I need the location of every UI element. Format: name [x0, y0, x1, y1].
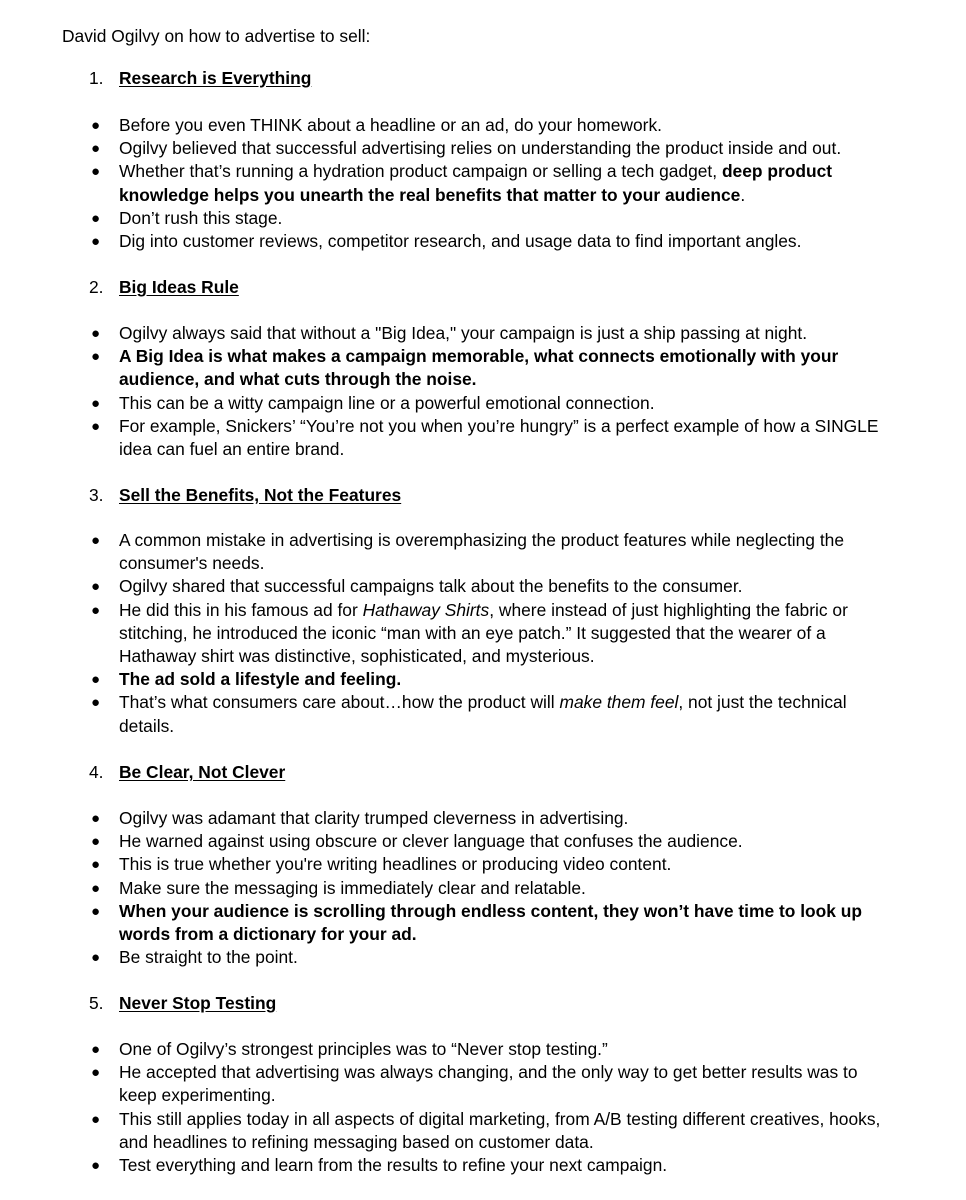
- bullet-icon: ●: [91, 1157, 101, 1175]
- bullet-icon: ●: [91, 879, 101, 897]
- bullet-icon: ●: [91, 902, 101, 920]
- bullet-icon: ●: [91, 233, 101, 251]
- bullet-icon: ●: [91, 1041, 101, 1058]
- list-item: ● He did this in his famous ad for Hathaway Shirts, where instead of just highlighting the fabric or stitching, he introduced the iconic “man with an eye patch.” It suggested that the wearer of a Hathaway shirt was distinctive, sophisticated, and mysterious.: [91, 599, 848, 667]
- section-heading: [89, 761, 285, 784]
- list-item: ● Be straight to the point.: [119, 946, 899, 969]
- list-item: ● A common mistake in advertising is overemphasizing the product features while neglecting the consumer's needs.: [91, 530, 844, 574]
- list-item: ● One of Ogilvy’s strongest principles was to “Never stop testing.”: [119, 1038, 899, 1061]
- list-item: ● A Big Idea is what makes a campaign memorable, what connects emotionally with your audience, and what cuts through the noise.: [91, 346, 839, 390]
- bullet-icon: ●: [91, 856, 101, 874]
- bullet-icon: ●: [91, 140, 101, 158]
- list-item: ● The ad sold a lifestyle and feeling.: [119, 668, 899, 691]
- bullet-icon: ●: [91, 325, 101, 342]
- bullet-list: [91, 807, 899, 969]
- section-title: Be Clear, Not Clever: [119, 762, 286, 782]
- list-item: ● When your audience is scrolling through endless content, they won’t have time to look up words from a dictionary for your ad.: [91, 900, 863, 945]
- list-item: ● Ogilvy shared that successful campaigns talk about the benefits to the consumer.: [119, 575, 899, 598]
- list-item: ● Dig into customer reviews, competitor research, and usage data to find important angles.: [119, 230, 899, 253]
- bullet-icon: ●: [91, 578, 101, 596]
- list-item: ● This is true whether you're writing headlines or producing video content.: [119, 853, 899, 876]
- section-number: 5.: [89, 993, 104, 1013]
- bullet-icon: ●: [91, 1110, 101, 1128]
- bullet-list: [91, 322, 899, 461]
- section-heading: [89, 276, 239, 299]
- bullet-icon: ●: [91, 117, 101, 134]
- bullet-icon: ●: [91, 833, 101, 851]
- bullet-icon: ●: [91, 810, 101, 827]
- bullet-icon: ●: [91, 209, 101, 227]
- bullet-icon: ●: [91, 671, 101, 689]
- list-item: ● Before you even THINK about a headline or an ad, do your homework.: [119, 114, 899, 137]
- section-title: Research is Everything: [119, 68, 312, 88]
- list-item: ● Make sure the messaging is immediately clear and relatable.: [119, 877, 899, 900]
- section-number: 3.: [89, 485, 104, 505]
- list-item: ● This still applies today in all aspects of digital marketing, from A/B testing different creatives, hooks, and headlines to refining messaging based on customer data.: [91, 1108, 881, 1152]
- bullet-icon: ●: [91, 532, 101, 549]
- section-heading: [89, 67, 311, 90]
- list-item: ● He warned against using obscure or clever language that confuses the audience.: [119, 830, 899, 853]
- section-heading: [89, 992, 276, 1015]
- bullet-icon: ●: [91, 348, 101, 366]
- bullet-icon: ●: [91, 694, 101, 712]
- list-item: ● Ogilvy was adamant that clarity trumped cleverness in advertising.: [119, 807, 899, 830]
- section-number: 2.: [89, 277, 104, 297]
- bullet-icon: ●: [91, 601, 101, 619]
- list-item: ● Ogilvy always said that without a "Big Idea," your campaign is just a ship passing at night.: [119, 322, 899, 345]
- bullet-list: [91, 114, 899, 253]
- list-item: ● Ogilvy believed that successful advertising relies on understanding the product inside and out.: [119, 137, 899, 160]
- list-item: ● For example, Snickers’ “You’re not you when you’re hungry” is a perfect example of how a SINGLE idea can fuel an entire brand.: [91, 415, 879, 460]
- bullet-list: [91, 529, 899, 738]
- bullet-list: [91, 1038, 899, 1177]
- list-item: ● Whether that’s running a hydration product campaign or selling a tech gadget, deep product knowledge helps you unearth the real benefits that matter to your audience.: [91, 161, 833, 205]
- bullet-icon: ●: [91, 1064, 101, 1082]
- intro-line: David Ogilvy on how to advertise to sell:: [62, 26, 371, 46]
- section-title: Never Stop Testing: [119, 993, 277, 1013]
- list-item: ● That’s what consumers care about…how the product will make them feel, not just the technical details.: [91, 692, 847, 736]
- list-item: ● Don’t rush this stage.: [119, 207, 899, 230]
- section-title: Sell the Benefits, Not the Features: [119, 485, 402, 505]
- list-item: ● This can be a witty campaign line or a powerful emotional connection.: [119, 392, 899, 415]
- list-item: ● Test everything and learn from the results to refine your next campaign.: [119, 1154, 899, 1177]
- bullet-icon: ●: [91, 394, 101, 412]
- bullet-icon: ●: [91, 949, 101, 967]
- bullet-icon: ●: [91, 417, 101, 435]
- section-heading: [89, 484, 401, 507]
- list-item: ● He accepted that advertising was always changing, and the only way to get better results was to keep experimenting.: [91, 1062, 858, 1106]
- bullet-icon: ●: [91, 163, 101, 181]
- section-number: 1.: [89, 68, 104, 88]
- section-number: 4.: [89, 762, 104, 782]
- section-title: Big Ideas Rule: [119, 277, 239, 297]
